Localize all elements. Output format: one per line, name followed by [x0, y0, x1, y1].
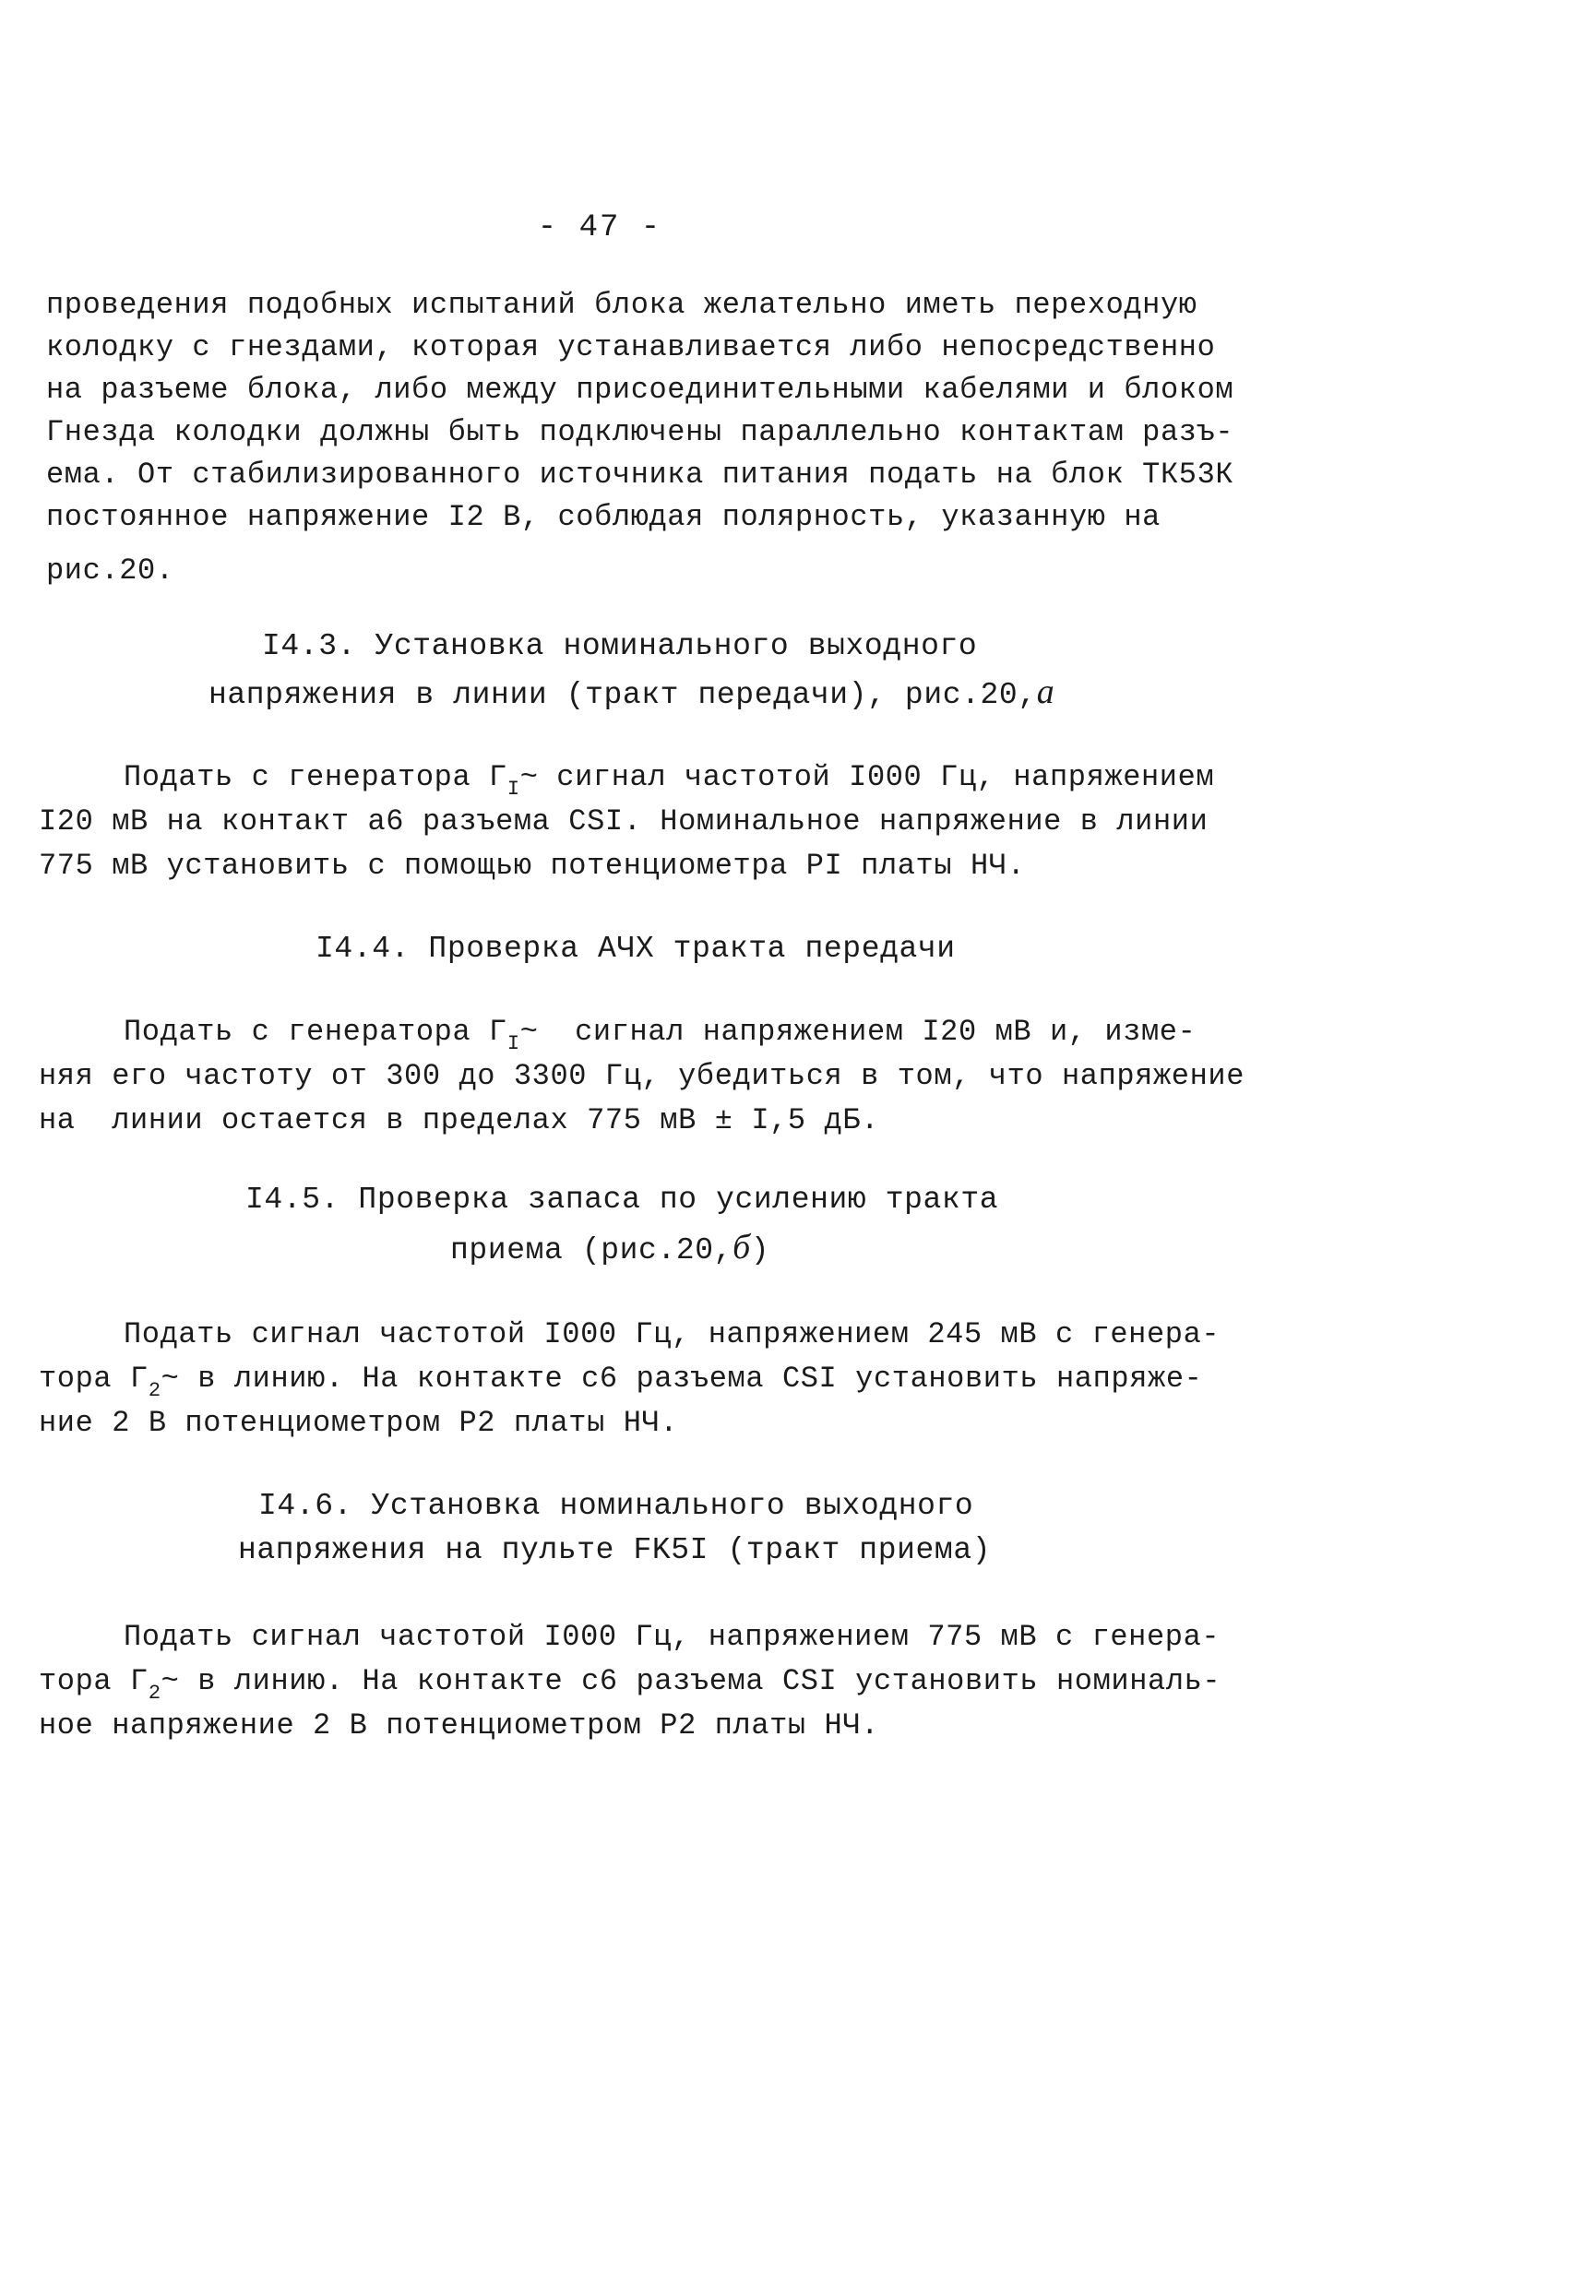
text-line: ема. От стабилизированного источника питания подать на блок ТК53К [46, 458, 1234, 492]
section-heading: I4.3. Установка номинального выходного [262, 629, 978, 663]
line-rest: сигнал частотой I000 Гц, напряжением [538, 760, 1215, 794]
text-line: на линии остается в пределах 775 мВ ± I,5 дБ. [39, 1103, 879, 1137]
section-heading: напряжения на пульте FK5I (тракт приема) [238, 1533, 992, 1567]
text-line: колодку с гнездами, которая устанавливается либо непосредственно [46, 330, 1216, 364]
text-line: Подать сигнал частотой I000 Гц, напряжением 245 мВ с генера- [124, 1317, 1221, 1351]
text-line: постоянное напряжение I2 В, соблюдая полярность, указанную на [46, 500, 1161, 534]
tilde-symbol: ~ [519, 1015, 539, 1049]
section-heading [450, 1227, 769, 1267]
text-line: ное напряжение 2 В потенциометром Р2 платы НЧ. [39, 1708, 879, 1743]
line-start: Подать с генератора Г [124, 760, 507, 794]
tilde-symbol: ~ [519, 760, 539, 794]
text-line: ние 2 В потенциометром Р2 платы НЧ. [39, 1406, 679, 1440]
heading-text: приема (рис.20, [450, 1233, 733, 1267]
line-rest: сигнал напряжением I20 мВ и, изме- [538, 1015, 1197, 1049]
text-line: няя его частоту от 300 до 3300 Гц, убедиться в том, что напряжение [39, 1059, 1245, 1093]
line-rest: в линию. На контакте с6 разъема CSI установить напряже- [179, 1362, 1203, 1396]
text-line: I20 мВ на контакт а6 разъема CSI. Номинальное напряжение в линии [39, 804, 1209, 839]
section-heading: I4.6. Установка номинального выходного [258, 1489, 974, 1523]
text-line [124, 1015, 1197, 1055]
heading-text: напряжения в линии (тракт передачи), рис.20, [208, 678, 1037, 712]
text-line: на разъеме блока, либо между присоединительными кабелями и блоком [46, 373, 1234, 407]
figure-letter: б [732, 1228, 751, 1267]
text-line [39, 1664, 1221, 1705]
text-line [124, 760, 1215, 801]
line-start: тора Г [39, 1664, 149, 1698]
text-line: Гнезда колодки должны быть подключены параллельно контактам разъ- [46, 415, 1234, 449]
subscript: 2 [148, 1379, 161, 1402]
tilde-symbol: ~ [161, 1362, 180, 1396]
text-line: 775 мВ установить с помощью потенциометра PI платы НЧ. [39, 849, 1026, 883]
section-heading [208, 672, 1054, 712]
page-number: - 47 - [537, 210, 662, 245]
text-line: рис.20. [46, 553, 174, 588]
text-line: Подать сигнал частотой I000 Гц, напряжением 775 мВ с генера- [124, 1620, 1221, 1654]
subscript: I [506, 778, 520, 801]
text-line [39, 1362, 1203, 1402]
subscript: I [506, 1032, 520, 1055]
line-start: тора Г [39, 1362, 149, 1396]
text-line: проведения подобных испытаний блока желательно иметь переходную [46, 288, 1197, 322]
section-heading: I4.5. Проверка запаса по усилению тракта [245, 1183, 999, 1217]
tilde-symbol: ~ [161, 1664, 180, 1698]
section-heading: I4.4. Проверка АЧХ тракта передачи [316, 932, 956, 966]
figure-letter: а [1036, 672, 1055, 711]
subscript: 2 [148, 1682, 161, 1705]
line-start: Подать с генератора Г [124, 1015, 507, 1049]
line-rest: в линию. На контакте с6 разъема CSI установить номиналь- [179, 1664, 1221, 1698]
heading-close: ) [750, 1233, 770, 1267]
